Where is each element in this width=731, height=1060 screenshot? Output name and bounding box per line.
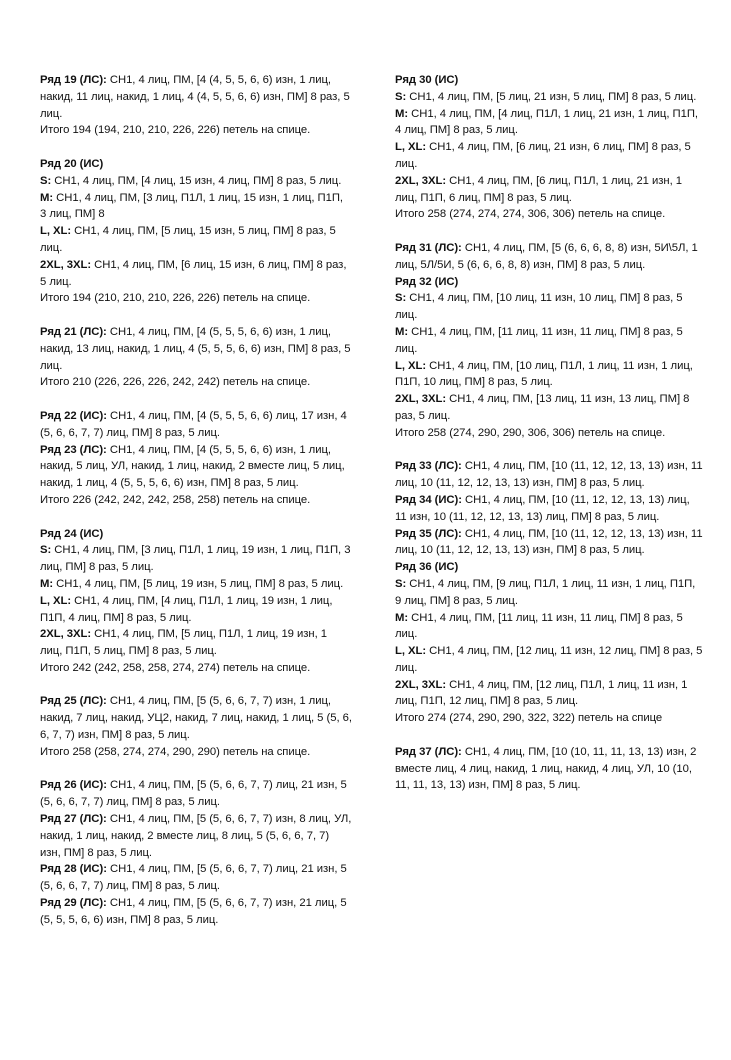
instruction-line bbox=[40, 442, 352, 492]
instruction-line bbox=[395, 240, 703, 274]
instruction-text: СН1, 4 лиц, ПМ, [11 лиц, 11 изн, 11 лиц, ПМ] 8 раз, 5 лиц. bbox=[395, 325, 683, 355]
instruction-line bbox=[395, 206, 703, 223]
instruction-text: СН1, 4 лиц, ПМ, [11 лиц, 11 изн, 11 лиц, ПМ] 8 раз, 5 лиц. bbox=[395, 611, 683, 641]
instruction-line bbox=[395, 106, 703, 140]
row-label: Ряд 28 (ИС): bbox=[40, 863, 107, 876]
instruction-block bbox=[40, 324, 352, 391]
instruction-text: Итого 242 (242, 258, 258, 274, 274) петель на спице. bbox=[40, 661, 311, 674]
row-label: M: bbox=[395, 107, 409, 120]
row-label: Ряд 37 (ЛС): bbox=[395, 745, 462, 758]
instruction-line bbox=[40, 744, 352, 761]
row-label: Ряд 24 (ИС) bbox=[40, 527, 104, 540]
instruction-text: СН1, 4 лиц, ПМ, [12 лиц, П1Л, 1 лиц, 11 изн, 1 лиц, П1П, 12 лиц, ПМ] 8 раз, 5 лиц. bbox=[395, 678, 688, 708]
instruction-text: СН1, 4 лиц, ПМ, [6 лиц, 21 изн, 6 лиц, ПМ] 8 раз, 5 лиц. bbox=[395, 141, 691, 170]
instruction-text: СН1, 4 лиц, ПМ, [4 лиц, 15 изн, 4 лиц, ПМ] 8 раз, 5 лиц. bbox=[51, 174, 342, 187]
instruction-line bbox=[40, 576, 352, 593]
instruction-line bbox=[395, 290, 703, 324]
instruction-line bbox=[395, 139, 703, 173]
row-label: Ряд 36 (ИС) bbox=[395, 561, 459, 574]
instruction-block bbox=[395, 240, 703, 442]
instruction-text: СН1, 4 лиц, ПМ, [9 лиц, П1Л, 1 лиц, 11 изн, 1 лиц, П1П, 9 лиц, ПМ] 8 раз, 5 лиц. bbox=[395, 577, 696, 607]
instruction-text: СН1, 4 лиц, ПМ, [5 лиц, 15 изн, 5 лиц, ПМ] 8 раз, 5 лиц. bbox=[40, 225, 336, 254]
row-label: Ряд 23 (ЛС): bbox=[40, 443, 107, 456]
row-label: Ряд 19 (ЛС): bbox=[40, 74, 107, 86]
instruction-line bbox=[395, 458, 703, 492]
row-label: 2XL, 3XL: bbox=[395, 393, 447, 406]
instruction-line bbox=[40, 324, 352, 374]
instruction-block bbox=[40, 526, 352, 677]
instruction-text: СН1, 4 лиц, ПМ, [10 (11, 12, 12, 13, 13) изн, 11 лиц, 10 (11, 12, 12, 13, 13) изн, ПМ] 8 раз, 5 лиц. bbox=[395, 460, 703, 490]
instruction-block bbox=[395, 458, 703, 727]
row-label: S: bbox=[40, 174, 52, 187]
row-label: S: bbox=[40, 544, 52, 557]
instruction-line bbox=[395, 425, 703, 442]
instruction-line bbox=[395, 358, 703, 392]
instruction-line bbox=[40, 693, 352, 743]
instruction-block bbox=[40, 72, 352, 139]
instruction-text: СН1, 4 лиц, ПМ, [5 (6, 6, 6, 8, 8) изн, 5И\5Л, 1 лиц, 5Л/5И, 5 (6, 6, 6, 8, 8) изн, ПМ] 8 раз, 5 лиц. bbox=[395, 241, 698, 271]
instruction-text: СН1, 4 лиц, ПМ, [10 лиц, П1Л, 1 лиц, 11 изн, 1 лиц, П1П, 10 лиц, ПМ] 8 раз, 5 лиц. bbox=[395, 359, 693, 389]
instruction-text: Итого 194 (194, 210, 210, 226, 226) петель на спице. bbox=[40, 124, 311, 137]
instruction-text: СН1, 4 лиц, ПМ, [10 (10, 11, 11, 13, 13) изн, 2 вместе лиц, 4 лиц, накид, 1 лиц, накид, 4 лиц, УЛ, 10 (10, 11, 11, 13, 13) изн, ПМ] 8 раз, 5 лиц. bbox=[395, 745, 697, 792]
instruction-text: СН1, 4 лиц, ПМ, [3 лиц, П1Л, 1 лиц, 15 изн, 1 лиц, П1П, 3 лиц, ПМ] 8 bbox=[40, 191, 343, 221]
left-column bbox=[40, 72, 352, 945]
instruction-text: Итого 210 (226, 226, 226, 242, 242) петель на спице. bbox=[40, 376, 311, 389]
row-label: S: bbox=[395, 292, 407, 305]
instruction-text: СН1, 4 лиц, ПМ, [4 (5, 5, 5, 6, 6) изн, 1 лиц, накид, 13 лиц, накид, 1 лиц, 4 (5, 5, 5, 6, 6) изн, ПМ] 8 раз, 5 лиц. bbox=[40, 325, 351, 372]
instruction-block bbox=[40, 156, 352, 307]
instruction-block bbox=[40, 777, 352, 928]
instruction-line bbox=[395, 610, 703, 644]
row-label: Ряд 25 (ЛС): bbox=[40, 695, 107, 708]
row-label: 2XL, 3XL: bbox=[40, 628, 92, 641]
instruction-line bbox=[40, 408, 352, 442]
instruction-line bbox=[40, 811, 352, 861]
instruction-block bbox=[40, 408, 352, 509]
instruction-text: СН1, 4 лиц, ПМ, [5 (5, 6, 6, 7, 7) лиц, 21 изн, 5 (5, 6, 6, 7, 7) лиц, ПМ] 8 раз, 5 лиц. bbox=[40, 779, 347, 809]
instruction-text: СН1, 4 лиц, ПМ, [5 (5, 6, 6, 7, 7) изн, 1 лиц, накид, 7 лиц, накид, УЦ2, накид, 7 лиц, накид, 1 лиц, 5 (5, 6, 6, 7, 7) изн, ПМ] 8 раз, 5 лиц. bbox=[40, 695, 352, 742]
instruction-line bbox=[40, 526, 352, 543]
row-label: Ряд 22 (ИС): bbox=[40, 409, 107, 422]
instruction-line bbox=[40, 777, 352, 811]
instruction-line bbox=[40, 223, 352, 257]
row-label: L, XL: bbox=[395, 141, 427, 154]
instruction-text: СН1, 4 лиц, ПМ, [5 лиц, 19 изн, 5 лиц, ПМ] 8 раз, 5 лиц. bbox=[53, 577, 344, 590]
instruction-block bbox=[395, 72, 703, 223]
instruction-line bbox=[395, 677, 703, 711]
instruction-text: СН1, 4 лиц, ПМ, [3 лиц, П1Л, 1 лиц, 19 изн, 1 лиц, П1П, 3 лиц, ПМ] 8 раз, 5 лиц. bbox=[40, 544, 351, 574]
row-label: Ряд 32 (ИС) bbox=[395, 275, 459, 288]
row-label: Ряд 26 (ИС): bbox=[40, 779, 107, 792]
instruction-text: СН1, 4 лиц, ПМ, [4 лиц, П1Л, 1 лиц, 19 изн, 1 лиц, П1П, 4 лиц, ПМ] 8 раз, 5 лиц. bbox=[40, 594, 333, 624]
row-label: Ряд 35 (ЛС): bbox=[395, 527, 462, 540]
row-label: Ряд 20 (ИС) bbox=[40, 157, 104, 170]
row-label: 2XL, 3XL: bbox=[40, 258, 92, 271]
instruction-line bbox=[395, 744, 703, 794]
instruction-line bbox=[40, 190, 352, 224]
instruction-line bbox=[395, 576, 703, 610]
row-label: S: bbox=[395, 577, 407, 590]
instruction-line bbox=[395, 72, 703, 89]
instruction-text: СН1, 4 лиц, ПМ, [5 лиц, 21 изн, 5 лиц, ПМ] 8 раз, 5 лиц. bbox=[406, 90, 697, 103]
instruction-text: СН1, 4 лиц, ПМ, [13 лиц, 11 изн, 13 лиц, ПМ] 8 раз, 5 лиц. bbox=[395, 393, 690, 422]
instruction-text: Итого 258 (258, 274, 274, 290, 290) петель на спице. bbox=[40, 745, 311, 758]
instruction-text: СН1, 4 лиц, ПМ, [4 (5, 5, 5, 6, 6) лиц, 17 изн, 4 (5, 6, 6, 7, 7) лиц, ПМ] 8 раз, 5 лиц. bbox=[40, 409, 347, 439]
instruction-line bbox=[40, 861, 352, 895]
instruction-line bbox=[395, 89, 703, 106]
instruction-line bbox=[395, 492, 703, 526]
instruction-text: Итого 258 (274, 290, 290, 306, 306) петель на спице. bbox=[395, 426, 666, 439]
instruction-text: СН1, 4 лиц, ПМ, [4 (4, 5, 5, 6, 6) изн, 1 лиц, накид, 11 лиц, накид, 1 лиц, 4 (4, 5, 5, 6, 6) изн, ПМ] 8 раз, 5 лиц. bbox=[40, 74, 350, 120]
instruction-line bbox=[40, 290, 352, 307]
instruction-text: СН1, 4 лиц, ПМ, [12 лиц, 11 изн, 12 лиц, ПМ] 8 раз, 5 лиц. bbox=[395, 645, 703, 674]
instruction-text: СН1, 4 лиц, ПМ, [10 (11, 12, 12, 13, 13) изн, 11 лиц, 10 (11, 12, 12, 13, 13) изн, ПМ] 8 раз, 5 лиц. bbox=[395, 527, 703, 557]
instruction-line bbox=[395, 643, 703, 677]
row-label: 2XL, 3XL: bbox=[395, 678, 447, 691]
instruction-line bbox=[40, 173, 352, 190]
instruction-text: Итого 194 (210, 210, 210, 226, 226) петель на спице. bbox=[40, 292, 311, 305]
row-label: M: bbox=[395, 611, 409, 624]
instruction-line bbox=[395, 274, 703, 291]
row-label: L, XL: bbox=[40, 225, 72, 238]
instruction-text: Итого 274 (274, 290, 290, 322, 322) петель на спице bbox=[395, 712, 663, 725]
instruction-line bbox=[40, 122, 352, 139]
instruction-line bbox=[395, 391, 703, 425]
instruction-line bbox=[395, 710, 703, 727]
row-label: 2XL, 3XL: bbox=[395, 174, 447, 187]
row-label: Ряд 21 (ЛС): bbox=[40, 325, 107, 338]
instruction-text: СН1, 4 лиц, ПМ, [10 лиц, 11 изн, 10 лиц, ПМ] 8 раз, 5 лиц. bbox=[395, 292, 683, 322]
instruction-line bbox=[40, 593, 352, 627]
instruction-block bbox=[395, 744, 703, 794]
instruction-text: Итого 258 (274, 274, 274, 306, 306) петель на спице. bbox=[395, 208, 666, 221]
instruction-text: СН1, 4 лиц, ПМ, [4 лиц, П1Л, 1 лиц, 21 изн, 1 лиц, П1П, 4 лиц, ПМ] 8 раз, 5 лиц. bbox=[395, 107, 698, 137]
row-label: Ряд 31 (ЛС): bbox=[395, 241, 462, 254]
row-label: L, XL: bbox=[40, 594, 72, 607]
instruction-text: СН1, 4 лиц, ПМ, [4 (5, 5, 5, 6, 6) изн, 1 лиц, накид, 5 лиц, УЛ, накид, 1 лиц, накид, 2 вместе лиц, 5 лиц, накид, 1 лиц, 4 (5, 5, 5, 6, 6) изн, ПМ] 8 раз, 5 лиц. bbox=[40, 443, 345, 490]
row-label: Ряд 33 (ЛС): bbox=[395, 460, 462, 473]
instruction-line bbox=[40, 492, 352, 509]
row-label: Ряд 27 (ЛС): bbox=[40, 813, 107, 826]
instruction-line bbox=[395, 526, 703, 560]
row-label: L, XL: bbox=[395, 359, 427, 372]
instruction-text: СН1, 4 лиц, ПМ, [5 (5, 6, 6, 7, 7) лиц, 21 изн, 5 (5, 6, 6, 7, 7) лиц, ПМ] 8 раз, 5 лиц. bbox=[40, 863, 347, 893]
row-label: S: bbox=[395, 90, 407, 103]
right-column bbox=[395, 72, 703, 811]
row-label: M: bbox=[40, 577, 54, 590]
instruction-line bbox=[395, 559, 703, 576]
instruction-line bbox=[40, 660, 352, 677]
instruction-line bbox=[40, 542, 352, 576]
instruction-line bbox=[40, 895, 352, 929]
row-label: L, XL: bbox=[395, 645, 427, 658]
instruction-text: СН1, 4 лиц, ПМ, [10 (11, 12, 12, 13, 13) лиц, 11 изн, 10 (11, 12, 12, 13, 13) лиц, ПМ] 8 раз, 5 лиц. bbox=[395, 493, 690, 523]
instruction-text: СН1, 4 лиц, ПМ, [6 лиц, П1Л, 1 лиц, 21 изн, 1 лиц, П1П, 6 лиц, ПМ] 8 раз, 5 лиц. bbox=[395, 174, 682, 204]
instruction-text: СН1, 4 лиц, ПМ, [5 (5, 6, 6, 7, 7) изн, 21 лиц, 5 (5, 5, 5, 6, 6) изн, ПМ] 8 раз, 5 лиц. bbox=[40, 897, 347, 926]
row-label: M: bbox=[40, 191, 54, 204]
instruction-block bbox=[40, 693, 352, 760]
row-label: Ряд 29 (ЛС): bbox=[40, 897, 107, 910]
instruction-text: СН1, 4 лиц, ПМ, [5 лиц, П1Л, 1 лиц, 19 изн, 1 лиц, П1П, 5 лиц, ПМ] 8 раз, 5 лиц. bbox=[40, 628, 327, 658]
instruction-line bbox=[40, 257, 352, 291]
instruction-text: СН1, 4 лиц, ПМ, [6 лиц, 15 изн, 6 лиц, ПМ] 8 раз, 5 лиц. bbox=[40, 258, 347, 288]
row-label: Ряд 34 (ИС): bbox=[395, 493, 462, 506]
instruction-text: СН1, 4 лиц, ПМ, [5 (5, 6, 6, 7, 7) изн, 8 лиц, УЛ, накид, 1 лиц, накид, 2 вместе лиц, 8 лиц, 5 (5, 6, 6, 7, 7) изн, ПМ] 8 раз, 5 лиц. bbox=[40, 813, 352, 859]
instruction-line bbox=[395, 173, 703, 207]
row-label: Ряд 30 (ИС) bbox=[395, 74, 459, 86]
instruction-text: Итого 226 (242, 242, 242, 258, 258) петель на спице. bbox=[40, 493, 311, 506]
instruction-line bbox=[40, 156, 352, 173]
instruction-line bbox=[395, 324, 703, 358]
instruction-line bbox=[40, 626, 352, 660]
row-label: M: bbox=[395, 325, 409, 338]
instruction-line bbox=[40, 374, 352, 391]
instruction-line bbox=[40, 72, 352, 122]
